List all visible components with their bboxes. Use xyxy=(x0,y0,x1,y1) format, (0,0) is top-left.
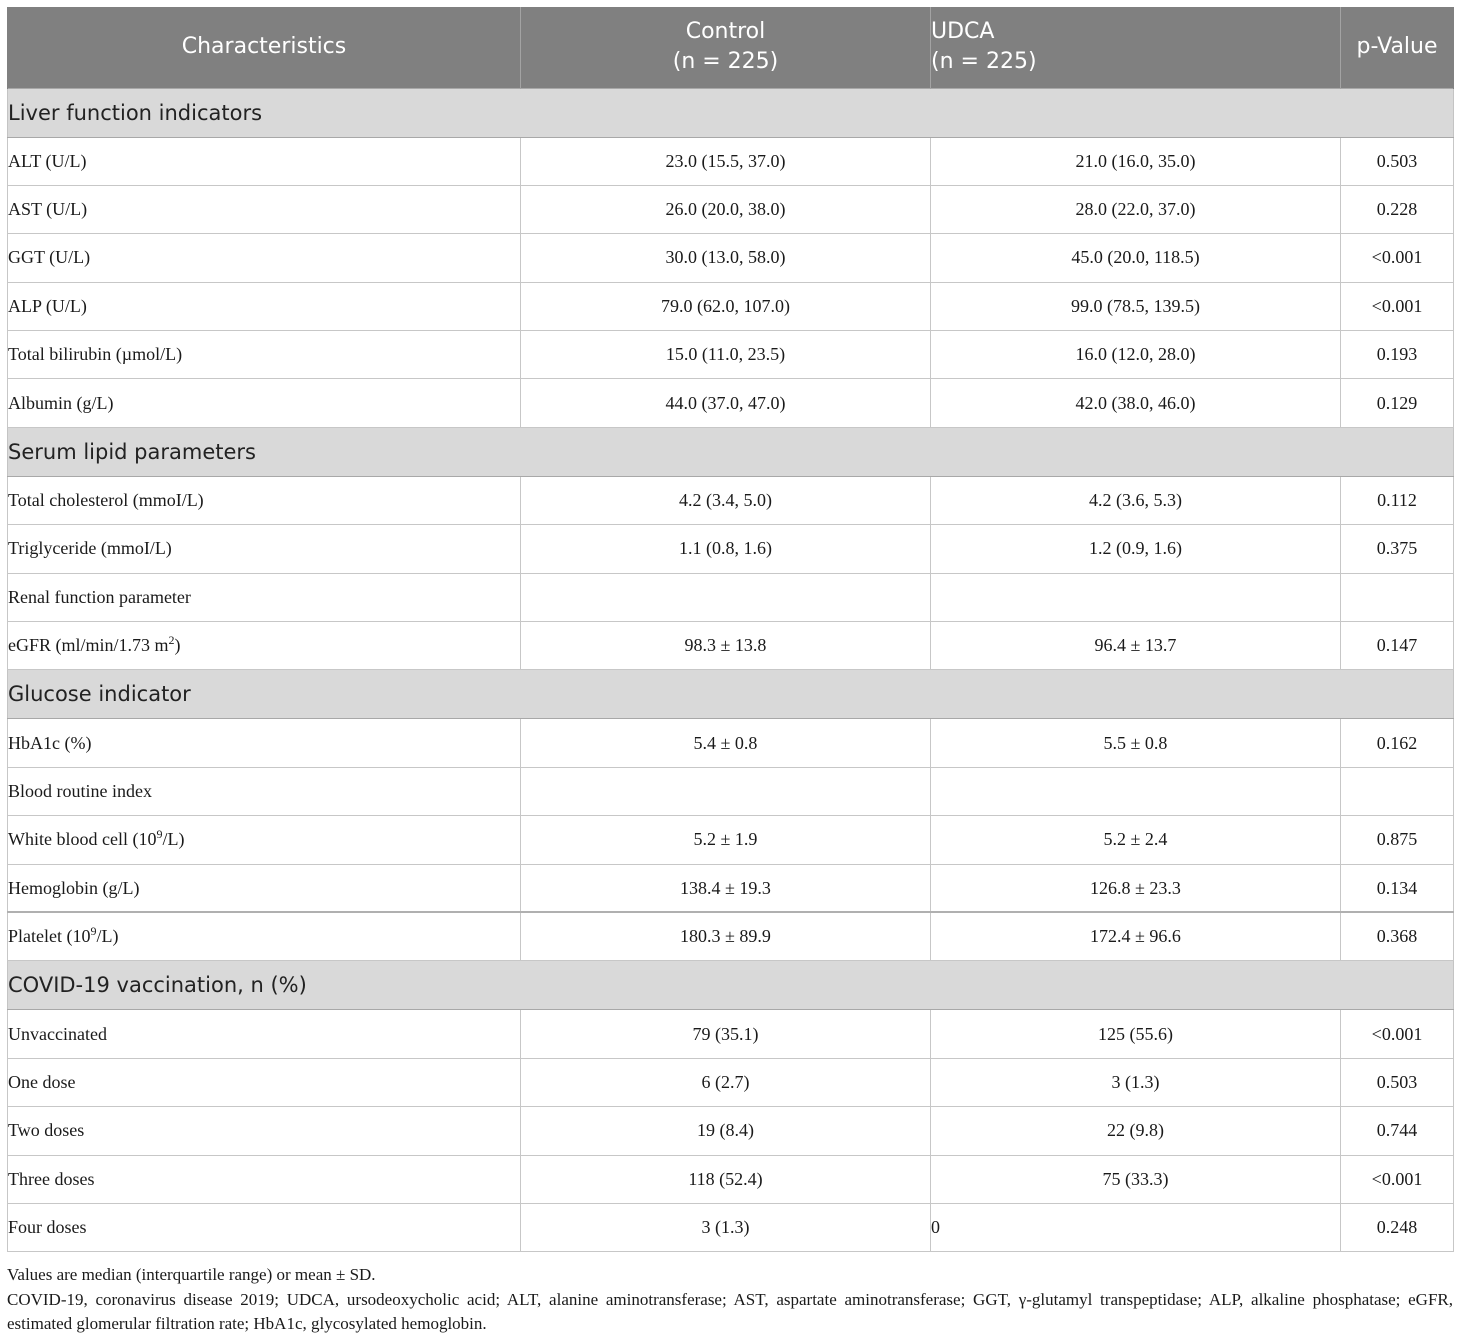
udca-value: 21.0 (16.0, 35.0) xyxy=(931,137,1341,185)
control-value: 6 (2.7) xyxy=(521,1058,931,1106)
control-value: 44.0 (37.0, 47.0) xyxy=(521,379,931,427)
table-row-four-doses xyxy=(8,1203,1454,1251)
footnote-values: Values are median (interquartile range) or mean ± SD. xyxy=(7,1265,376,1284)
empty-cell xyxy=(521,767,931,815)
udca-value: 99.0 (78.5, 139.5) xyxy=(931,282,1341,330)
header-control-n: (n = 225) xyxy=(672,49,779,75)
udca-value: 16.0 (12.0, 28.0) xyxy=(931,331,1341,379)
section-title: Glucose indicator xyxy=(8,670,1454,719)
label-text: Platelet (10 xyxy=(8,926,91,947)
section-blood xyxy=(8,767,1454,815)
label-text: White blood cell (10 xyxy=(8,829,157,850)
empty-cell xyxy=(521,573,931,621)
udca-value: 5.2 ± 2.4 xyxy=(931,816,1341,864)
control-value: 79 (35.1) xyxy=(521,1010,931,1058)
control-value: 15.0 (11.0, 23.5) xyxy=(521,331,931,379)
row-label: One dose xyxy=(8,1058,521,1106)
control-value: 23.0 (15.5, 37.0) xyxy=(521,137,931,185)
udca-value: 172.4 ± 96.6 xyxy=(931,912,1341,960)
table-row-alp xyxy=(8,282,1454,330)
empty-cell xyxy=(1341,573,1454,621)
udca-value: 3 (1.3) xyxy=(931,1058,1341,1106)
empty-cell xyxy=(931,767,1341,815)
row-label: Four doses xyxy=(8,1203,521,1251)
row-label: Hemoglobin (g/L) xyxy=(8,864,521,912)
table-row-albumin xyxy=(8,379,1454,427)
section-glucose xyxy=(8,670,1454,719)
control-value: 1.1 (0.8, 1.6) xyxy=(521,525,931,573)
table-row-cholesterol xyxy=(8,476,1454,524)
label-text-end: /L) xyxy=(162,829,185,850)
section-title: COVID-19 vaccination, n (%) xyxy=(8,961,1454,1010)
p-value: 0.193 xyxy=(1341,331,1454,379)
table-row-egfr xyxy=(8,622,1454,670)
footnote-abbreviations: COVID-19, coronavirus disease 2019; UDCA, ursodeoxycholic acid; ALT, alanine aminotransferase; AST, aspartate aminotransferase; GGT, γ-glutamyl transpeptidase; ALP, alkaline phosphatase; eGFR, estimated glomerular filtration rate; HbA1c, glycosylated hemoglobin. xyxy=(7,1289,1453,1333)
table-row-unvaccinated xyxy=(8,1010,1454,1058)
p-value: 0.228 xyxy=(1341,185,1454,233)
label-text: eGFR (ml/min/1.73 m xyxy=(8,635,169,656)
header-udca-n: (n = 225) xyxy=(931,49,1037,75)
udca-value: 125 (55.6) xyxy=(931,1010,1341,1058)
udca-value: 4.2 (3.6, 5.3) xyxy=(931,476,1341,524)
section-liver xyxy=(8,88,1454,137)
table-row-ast xyxy=(8,185,1454,233)
header-udca-label: UDCA xyxy=(931,19,995,45)
table-row-bilirubin xyxy=(8,331,1454,379)
empty-cell xyxy=(1341,767,1454,815)
p-value: 0.147 xyxy=(1341,622,1454,670)
p-value: 0.503 xyxy=(1341,137,1454,185)
section-title: Blood routine index xyxy=(8,767,521,815)
row-label xyxy=(8,816,521,864)
row-label: Triglyceride (mmoI/L) xyxy=(8,525,521,573)
control-value: 3 (1.3) xyxy=(521,1203,931,1251)
row-label: Three doses xyxy=(8,1155,521,1203)
section-renal xyxy=(8,573,1454,621)
characteristics-table xyxy=(7,7,1454,1252)
udca-value: 22 (9.8) xyxy=(931,1107,1341,1155)
table-row-hemoglobin xyxy=(8,864,1454,912)
empty-cell xyxy=(931,573,1341,621)
section-title: Renal function parameter xyxy=(8,573,521,621)
control-value: 4.2 (3.4, 5.0) xyxy=(521,476,931,524)
table-row-alt xyxy=(8,137,1454,185)
control-value: 98.3 ± 13.8 xyxy=(521,622,931,670)
header-udca xyxy=(931,7,1341,88)
table-row-ggt xyxy=(8,234,1454,282)
p-value: <0.001 xyxy=(1341,1010,1454,1058)
control-value: 180.3 ± 89.9 xyxy=(521,912,931,960)
udca-value: 96.4 ± 13.7 xyxy=(931,622,1341,670)
row-label: Unvaccinated xyxy=(8,1010,521,1058)
row-label: AST (U/L) xyxy=(8,185,521,233)
udca-value: 28.0 (22.0, 37.0) xyxy=(931,185,1341,233)
row-label: Total bilirubin (µmol/L) xyxy=(8,331,521,379)
label-text-end: ) xyxy=(174,635,181,656)
p-value: <0.001 xyxy=(1341,1155,1454,1203)
p-value: <0.001 xyxy=(1341,234,1454,282)
header-pvalue: p-Value xyxy=(1341,7,1454,88)
control-value: 79.0 (62.0, 107.0) xyxy=(521,282,931,330)
p-value: <0.001 xyxy=(1341,282,1454,330)
row-label: GGT (U/L) xyxy=(8,234,521,282)
p-value: 0.744 xyxy=(1341,1107,1454,1155)
table-row-hba1c xyxy=(8,719,1454,767)
p-value: 0.375 xyxy=(1341,525,1454,573)
row-label xyxy=(8,622,521,670)
row-label: Total cholesterol (mmoI/L) xyxy=(8,476,521,524)
section-title: Serum lipid parameters xyxy=(8,427,1454,476)
row-label: HbA1c (%) xyxy=(8,719,521,767)
row-label xyxy=(8,912,521,960)
control-value: 26.0 (20.0, 38.0) xyxy=(521,185,931,233)
udca-value: 45.0 (20.0, 118.5) xyxy=(931,234,1341,282)
table-row-three-doses xyxy=(8,1155,1454,1203)
table-footnotes xyxy=(7,1263,1453,1337)
table-row-one-dose xyxy=(8,1058,1454,1106)
table-row-platelet xyxy=(8,912,1454,960)
udca-value: 126.8 ± 23.3 xyxy=(931,864,1341,912)
superscript: 9 xyxy=(90,924,97,939)
udca-value: 0 xyxy=(931,1203,1341,1251)
table-row-two-doses xyxy=(8,1107,1454,1155)
section-vaccination xyxy=(8,961,1454,1010)
control-value: 5.2 ± 1.9 xyxy=(521,816,931,864)
section-lipid xyxy=(8,427,1454,476)
header-control-label: Control xyxy=(685,19,766,45)
control-value: 30.0 (13.0, 58.0) xyxy=(521,234,931,282)
p-value: 0.368 xyxy=(1341,912,1454,960)
row-label: Two doses xyxy=(8,1107,521,1155)
control-value: 5.4 ± 0.8 xyxy=(521,719,931,767)
udca-value: 5.5 ± 0.8 xyxy=(931,719,1341,767)
udca-value: 75 (33.3) xyxy=(931,1155,1341,1203)
label-text-end: /L) xyxy=(96,926,119,947)
superscript: 2 xyxy=(168,633,175,648)
superscript: 9 xyxy=(156,827,163,842)
udca-value: 1.2 (0.9, 1.6) xyxy=(931,525,1341,573)
table-row-triglyceride xyxy=(8,525,1454,573)
control-value: 19 (8.4) xyxy=(521,1107,931,1155)
p-value: 0.162 xyxy=(1341,719,1454,767)
udca-value: 42.0 (38.0, 46.0) xyxy=(931,379,1341,427)
p-value: 0.875 xyxy=(1341,816,1454,864)
table-row-wbc xyxy=(8,816,1454,864)
control-value: 118 (52.4) xyxy=(521,1155,931,1203)
p-value: 0.503 xyxy=(1341,1058,1454,1106)
section-title: Liver function indicators xyxy=(8,88,1454,137)
row-label: ALP (U/L) xyxy=(8,282,521,330)
row-label: ALT (U/L) xyxy=(8,137,521,185)
header-control xyxy=(521,7,931,88)
row-label: Albumin (g/L) xyxy=(8,379,521,427)
table-header-row xyxy=(8,7,1454,88)
p-value: 0.248 xyxy=(1341,1203,1454,1251)
p-value: 0.112 xyxy=(1341,476,1454,524)
control-value: 138.4 ± 19.3 xyxy=(521,864,931,912)
p-value: 0.134 xyxy=(1341,864,1454,912)
p-value: 0.129 xyxy=(1341,379,1454,427)
header-characteristics: Characteristics xyxy=(8,7,521,88)
